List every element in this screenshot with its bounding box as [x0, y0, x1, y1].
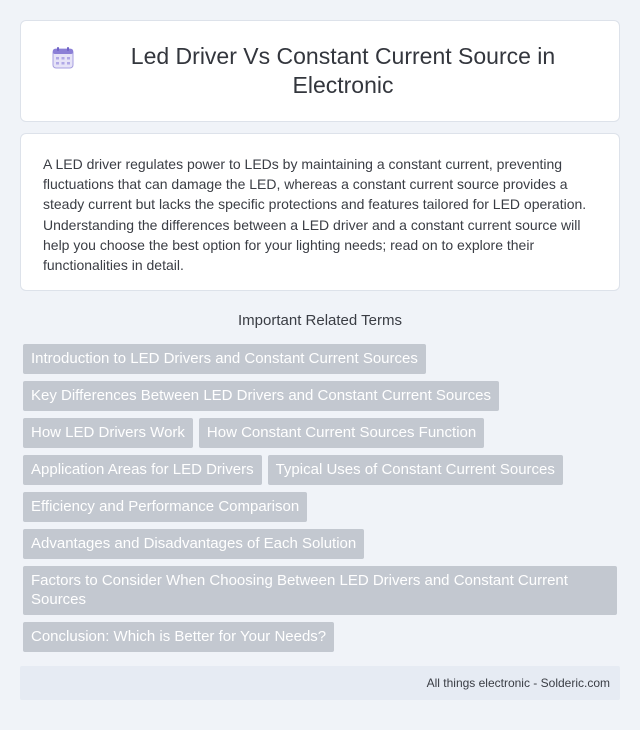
term-link[interactable]: Advantages and Disadvantages of Each Solution: [23, 529, 364, 559]
term-link[interactable]: Efficiency and Performance Comparison: [23, 492, 307, 522]
term-link[interactable]: Application Areas for LED Drivers: [23, 455, 262, 485]
term-link[interactable]: How LED Drivers Work: [23, 418, 193, 448]
calendar-icon: [51, 46, 75, 70]
term-link[interactable]: Key Differences Between LED Drivers and Constant Current Sources: [23, 381, 499, 411]
header-card: [20, 20, 620, 122]
term-link[interactable]: How Constant Current Sources Function: [199, 418, 484, 448]
term-link[interactable]: Conclusion: Which is Better for Your Needs?: [23, 622, 334, 652]
related-terms-heading: Important Related Terms: [238, 312, 402, 329]
term-link[interactable]: Factors to Consider When Choosing Between LED Drivers and Constant Current Sources: [23, 566, 617, 615]
footer-text: All things electronic - Solderic.com: [426, 676, 610, 690]
term-link[interactable]: Introduction to LED Drivers and Constant Current Sources: [23, 344, 426, 374]
footer: [20, 666, 620, 700]
term-link[interactable]: Typical Uses of Constant Current Sources: [268, 455, 563, 485]
intro-paragraph: A LED driver regulates power to LEDs by maintaining a constant current, preventing fluctuations that can damage the LED, whereas a constant current source provides a steady current but lacks the specific protections and features tailored for LED operation. Understanding the differences between a LED driver and a constant current source will help you choose the best option for your lighting needs; read on to explore their functionalities in detail.: [43, 156, 587, 274]
page-title: Led Driver Vs Constant Current Source in Electronic: [130, 43, 556, 98]
intro-card: [20, 133, 620, 291]
related-terms-list: [23, 344, 623, 659]
